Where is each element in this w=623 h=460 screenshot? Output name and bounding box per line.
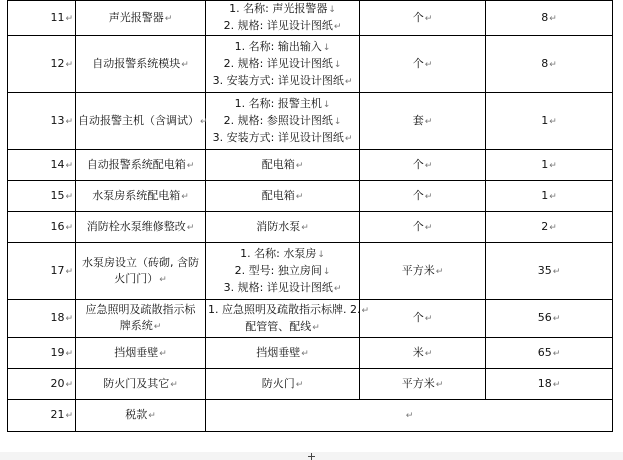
quantity-text: 65: [537, 345, 552, 359]
item-name-line: [78, 113, 208, 130]
paragraph-mark-icon: ↵: [301, 222, 309, 233]
description-line: [208, 219, 357, 236]
description-line: [208, 246, 357, 263]
description-line: [208, 188, 357, 205]
table-row: [8, 93, 613, 150]
quantity-text: 8: [541, 10, 549, 24]
description-text: 防火门: [261, 376, 295, 390]
cell-item-description[interactable]: [206, 150, 360, 181]
cell-item-description[interactable]: [206, 243, 360, 300]
unit-text: 个: [412, 311, 424, 324]
item-name-line: [78, 271, 203, 288]
description-line: [208, 319, 357, 336]
paragraph-mark-icon: ↵: [344, 133, 353, 144]
paragraph-mark-icon: ↵: [65, 191, 73, 202]
paragraph-mark-icon: ↵: [424, 116, 433, 127]
description-line: [208, 113, 357, 130]
paragraph-mark-icon: ↵: [424, 348, 433, 359]
paragraph-mark-icon: ↵: [549, 191, 557, 202]
table-row: [8, 243, 613, 300]
cell-item-description[interactable]: [206, 300, 370, 338]
cell-unit[interactable]: [360, 369, 486, 400]
cell-item-number[interactable]: [8, 300, 76, 338]
paragraph-mark-icon: ↵: [344, 76, 353, 87]
cell-unit[interactable]: [360, 150, 486, 181]
cell-unit[interactable]: [360, 212, 486, 243]
unit-text: 平方米: [401, 263, 435, 277]
item-name-text: 税款: [125, 408, 148, 421]
table-row: [8, 300, 613, 338]
description-line: [208, 345, 357, 362]
description-text: 1. 名称: 声光报警器: [229, 2, 328, 15]
unit-text: 套: [412, 113, 424, 127]
description-text: 2. 规格: 详见设计图纸: [223, 56, 333, 70]
paragraph-mark-icon: ↵: [424, 191, 433, 202]
cell-quantity[interactable]: [486, 36, 613, 93]
quantity-text: 18: [537, 376, 552, 390]
description-text: 消防水泵: [256, 219, 301, 233]
description-text: 1. 名称: 报警主机: [234, 96, 322, 110]
paragraph-mark-icon: ↵: [549, 13, 557, 24]
cell-item-description[interactable]: [206, 36, 360, 93]
quantity-text: 35: [537, 263, 552, 277]
line-break-mark-icon: ↓: [328, 5, 336, 15]
description-text: 配管管、配线: [245, 319, 312, 333]
cell-item-name[interactable]: [76, 181, 206, 212]
item-name-line: [78, 407, 203, 424]
paragraph-mark-icon: ↵: [148, 411, 156, 421]
paragraph-mark-icon: ↵: [164, 13, 173, 24]
item-number: 19: [50, 345, 65, 359]
paragraph-mark-icon: ↵: [159, 274, 167, 285]
item-name-text: 应急照明及疏散指示标: [85, 303, 196, 316]
paragraph-mark-icon: ↵: [65, 222, 73, 233]
cell-item-number[interactable]: [8, 181, 76, 212]
quantity-text: 8: [541, 56, 549, 70]
description-line: [208, 56, 357, 73]
cell-item-name[interactable]: [76, 1, 206, 36]
paragraph-mark-icon: ↵: [65, 411, 73, 421]
cell-quantity[interactable]: [486, 181, 613, 212]
item-name-text: 牌系统: [119, 319, 153, 332]
line-break-mark-icon: ↓: [322, 266, 331, 277]
paragraph-mark-icon: ↵: [552, 348, 561, 359]
paragraph-mark-icon: ↵: [424, 314, 433, 324]
table-row: [8, 369, 613, 400]
item-name-text: 自动报警主机（含调试）: [78, 113, 199, 127]
line-break-mark-icon: ↓: [322, 99, 331, 110]
cell-unit[interactable]: [360, 243, 486, 300]
paragraph-mark-icon: ↵: [424, 222, 433, 233]
paragraph-mark-icon: ↵: [153, 322, 162, 332]
table-row: [8, 1, 613, 36]
cell-item-description[interactable]: [206, 369, 360, 400]
item-name-text: 自动报警系统模块: [92, 56, 181, 70]
cell-item-number[interactable]: [8, 212, 76, 243]
table-body: [8, 1, 613, 432]
item-number: 15: [50, 188, 65, 202]
paragraph-mark-icon: ↵: [65, 13, 73, 24]
paragraph-mark-icon: ↵: [295, 379, 304, 390]
table-move-handle-icon[interactable]: [306, 452, 318, 460]
item-name-line: [78, 219, 203, 236]
item-number: 11: [50, 10, 65, 24]
description-line: [208, 302, 370, 319]
description-line: [208, 39, 357, 56]
description-line: [208, 280, 357, 297]
cell-item-description[interactable]: [206, 338, 360, 369]
description-text: 配电箱: [261, 157, 295, 171]
item-name-line: [78, 255, 203, 271]
line-break-mark-icon: ↓: [322, 42, 331, 53]
cell-item-number[interactable]: [8, 93, 76, 150]
item-name-line: [78, 302, 203, 318]
quantity-text: 1: [541, 113, 549, 127]
paragraph-mark-icon: ↵: [333, 283, 342, 294]
paragraph-mark-icon: ↵: [435, 266, 444, 277]
unit-text: 平方米: [401, 376, 435, 390]
paragraph-mark-icon: ↵: [170, 379, 178, 390]
unit-text: 个: [412, 157, 424, 171]
item-number: 17: [50, 263, 65, 277]
description-text: 3. 安装方式: 详见设计图纸: [212, 130, 344, 144]
line-break-mark-icon: ↓: [333, 59, 342, 70]
line-break-mark-icon: ↓: [333, 116, 342, 127]
item-name-text: 消防栓水泵维修整改: [86, 219, 186, 233]
description-line: [208, 376, 357, 393]
description-text: 3. 规格: 详见设计图纸: [223, 280, 333, 294]
cell-item-description[interactable]: [206, 1, 360, 36]
item-number: 21: [50, 408, 65, 421]
item-name-text: 水泵房设立（砖砌, 含防: [82, 255, 199, 269]
item-name-text: 声光报警器: [108, 10, 164, 24]
cell-unit[interactable]: [360, 93, 486, 150]
item-number: 12: [50, 56, 65, 70]
cell-item-number[interactable]: [8, 400, 76, 432]
paragraph-mark-icon: ↵: [65, 160, 73, 171]
quantity-table-page: [7, 0, 612, 452]
cell-unit[interactable]: [360, 181, 486, 212]
cell-quantity[interactable]: [486, 1, 613, 36]
paragraph-mark-icon: ↵: [549, 116, 557, 127]
cell-item-description[interactable]: [206, 93, 360, 150]
paragraph-mark-icon: ↵: [65, 266, 73, 277]
cell-unit[interactable]: [360, 36, 486, 93]
table-row: [8, 36, 613, 93]
item-name-text: 水泵房系统配电箱: [92, 188, 181, 202]
description-line: [208, 96, 357, 113]
paragraph-mark-icon: ↵: [186, 222, 195, 233]
item-name-line: [78, 10, 203, 27]
cell-item-number[interactable]: [8, 1, 76, 36]
cell-item-name[interactable]: [76, 400, 206, 432]
cell-unit[interactable]: [360, 338, 486, 369]
cell-quantity[interactable]: [486, 300, 613, 338]
paragraph-mark-icon: ↵: [552, 314, 561, 324]
cell-unit[interactable]: [360, 300, 486, 338]
description-text: 2. 型号: 独立房间: [234, 263, 322, 277]
paragraph-mark-icon: ↵: [424, 13, 433, 24]
line-break-mark-icon: ↓: [317, 249, 325, 260]
paragraph-mark-icon: ↵: [549, 160, 557, 171]
item-name-text: 防火门及其它: [103, 376, 170, 390]
cell-quantity[interactable]: [486, 338, 613, 369]
cell-item-name[interactable]: [76, 36, 206, 93]
paragraph-mark-icon: ↵: [186, 160, 195, 171]
unit-text: 米: [412, 345, 424, 359]
paragraph-mark-icon: ↵: [159, 348, 167, 359]
cell-quantity[interactable]: [486, 212, 613, 243]
paragraph-mark-icon: ↵: [424, 59, 433, 70]
bill-of-quantities-table: [7, 0, 613, 432]
table-row: [8, 212, 613, 243]
item-name-text: 自动报警系统配电箱: [86, 157, 186, 171]
paragraph-mark-icon: ↵: [424, 160, 433, 171]
item-number: 16: [50, 219, 65, 233]
description-text: 3. 安装方式: 详见设计图纸: [212, 73, 344, 87]
item-name-line: [78, 157, 203, 174]
unit-text: 个: [412, 219, 424, 233]
description-line: [208, 263, 357, 280]
table-row: [8, 150, 613, 181]
item-number: 14: [50, 157, 65, 171]
paragraph-mark-icon: ↵: [181, 191, 189, 202]
paragraph-mark-icon: ↵: [552, 379, 561, 390]
cell-item-name[interactable]: [76, 93, 206, 150]
description-text: 挡烟垂壁: [256, 345, 301, 359]
item-name-line: [78, 56, 203, 73]
cell-item-description[interactable]: [206, 181, 360, 212]
paragraph-mark-icon: ↵: [65, 314, 73, 324]
paragraph-mark-icon: ↵: [301, 348, 309, 359]
quantity-text: 56: [537, 311, 552, 324]
paragraph-mark-icon: ↵: [65, 379, 73, 390]
item-name-line: [78, 188, 203, 205]
description-line: [208, 157, 357, 174]
cell-item-number[interactable]: [8, 369, 76, 400]
description-text: 配电箱: [261, 188, 295, 202]
cell-item-number[interactable]: [8, 36, 76, 93]
cell-quantity[interactable]: [486, 369, 613, 400]
paragraph-mark-icon: ↵: [295, 160, 304, 171]
quantity-text: 2: [541, 219, 549, 233]
cell-item-name[interactable]: [76, 212, 206, 243]
item-name-line: [78, 376, 203, 393]
table-row: [8, 181, 613, 212]
unit-text: 个: [412, 188, 424, 202]
item-name-text: 挡烟垂壁: [114, 345, 159, 359]
paragraph-mark-icon: ↵: [295, 191, 304, 202]
cell-unit[interactable]: [360, 1, 486, 36]
description-text: 2. 规格: 参照设计图纸: [223, 113, 333, 127]
cell-item-number[interactable]: [8, 150, 76, 181]
cell-item-number[interactable]: [8, 243, 76, 300]
cell-item-name[interactable]: [76, 243, 206, 300]
paragraph-mark-icon: ↵: [435, 379, 444, 390]
cell-item-description[interactable]: [206, 212, 360, 243]
description-line: [208, 130, 357, 147]
paragraph-mark-icon: ↵: [549, 59, 557, 70]
item-name-text: 火门门）: [114, 271, 159, 285]
description-text: 1. 名称: 水泵房: [240, 246, 317, 260]
description-line: [208, 18, 357, 35]
item-name-line: [78, 345, 203, 362]
description-line: [208, 407, 610, 424]
item-number: 13: [50, 113, 65, 127]
description-text: 1. 名称: 输出输入: [234, 39, 322, 53]
item-number: 18: [50, 311, 65, 324]
cell-item-name[interactable]: [76, 300, 206, 338]
description-text: 1. 应急照明及疏散指示标牌. 2.: [208, 302, 361, 316]
paragraph-mark-icon: ↵: [405, 411, 414, 421]
cell-item-name[interactable]: [76, 369, 206, 400]
paragraph-mark-icon: ↵: [549, 222, 557, 233]
paragraph-mark-icon: ↵: [65, 59, 73, 70]
unit-text: 个: [412, 10, 424, 24]
table-row: [8, 338, 613, 369]
cell-quantity[interactable]: [486, 243, 613, 300]
paragraph-mark-icon: ↵: [65, 348, 73, 359]
cell-item-description[interactable]: [206, 400, 613, 432]
description-line: [208, 73, 357, 90]
description-text: 2. 规格: 详见设计图纸: [223, 19, 333, 32]
paragraph-mark-icon: ↵: [552, 266, 561, 277]
item-name-line: [78, 318, 203, 335]
cell-quantity[interactable]: [486, 150, 613, 181]
description-line: [208, 1, 357, 18]
paragraph-mark-icon: ↵: [361, 305, 370, 316]
quantity-text: 1: [541, 188, 549, 202]
paragraph-mark-icon: ↵: [312, 322, 320, 333]
item-number: 20: [50, 376, 65, 390]
paragraph-mark-icon: ↵: [333, 22, 342, 32]
cell-item-name[interactable]: [76, 150, 206, 181]
paragraph-mark-icon: ↵: [65, 116, 73, 127]
quantity-text: 1: [541, 157, 549, 171]
unit-text: 个: [412, 56, 424, 70]
table-row: [8, 400, 613, 432]
paragraph-mark-icon: ↵: [181, 59, 189, 70]
paragraph-mark-icon: ↵: [200, 116, 208, 127]
cell-item-name[interactable]: [76, 338, 206, 369]
cell-quantity[interactable]: [486, 93, 613, 150]
cell-item-number[interactable]: [8, 338, 76, 369]
